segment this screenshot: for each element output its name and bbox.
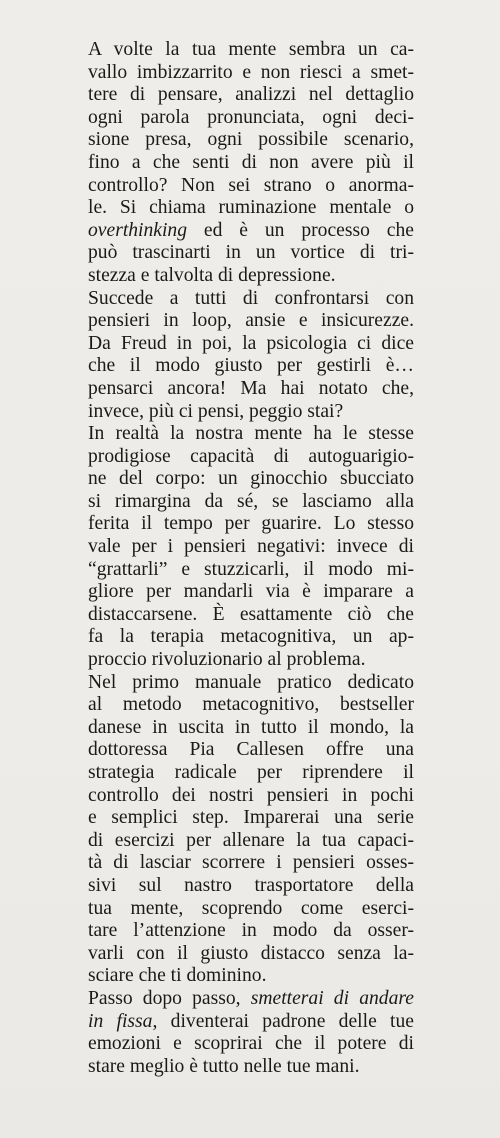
text-line bbox=[88, 175, 414, 198]
text-run: Succede a tutti di confrontarsi con bbox=[88, 287, 414, 309]
paragraph bbox=[88, 39, 414, 288]
text-line bbox=[88, 762, 414, 785]
text-line bbox=[88, 378, 414, 401]
text-line bbox=[88, 220, 414, 243]
text-run: danese in uscita in tutto il mondo, la bbox=[88, 716, 414, 738]
text-line bbox=[88, 423, 414, 446]
text-run: fa la terapia metacognitiva, un ap- bbox=[88, 626, 414, 648]
text-line bbox=[88, 468, 414, 491]
text-run: controllo? Non sei strano o anorma- bbox=[88, 174, 414, 196]
text-line bbox=[88, 649, 414, 672]
text-run: di esercizi per allenare la tua capaci- bbox=[88, 829, 414, 851]
text-line bbox=[88, 197, 414, 220]
text-run: al metodo metacognitivo, bestseller bbox=[88, 694, 414, 716]
paragraph bbox=[88, 988, 414, 1078]
text-run: ferita il tempo per guarire. Lo stesso bbox=[88, 513, 414, 535]
text-line bbox=[88, 785, 414, 808]
italic-phrase: in fissa bbox=[88, 1010, 153, 1032]
text-line bbox=[88, 401, 414, 424]
text-run: vallo imbizzarrito e non riesci a smet- bbox=[88, 61, 414, 83]
text-line bbox=[88, 626, 414, 649]
text-line bbox=[88, 1056, 414, 1079]
text-line bbox=[88, 694, 414, 717]
text-run: varli con il giusto distacco senza la- bbox=[88, 942, 414, 964]
text-run: strategia radicale per riprendere il bbox=[88, 762, 414, 783]
text-run: fino a che senti di non avere più il bbox=[88, 151, 414, 173]
text-line bbox=[88, 965, 414, 988]
text-line bbox=[88, 39, 414, 62]
text-line bbox=[88, 1011, 414, 1034]
text-line bbox=[88, 672, 414, 695]
text-line bbox=[88, 107, 414, 130]
text-run: vale per i pensieri negativi: invece di bbox=[88, 536, 414, 558]
text-run: tare l’attenzione in modo da osser- bbox=[88, 920, 414, 942]
text-run: proccio rivoluzionario al problema. bbox=[88, 649, 366, 671]
text-line bbox=[88, 333, 414, 356]
text-run: , diventerai padrone delle tue bbox=[152, 1010, 414, 1032]
text-line bbox=[88, 288, 414, 311]
text-line bbox=[88, 84, 414, 107]
text-line bbox=[88, 536, 414, 559]
text-line bbox=[88, 604, 414, 627]
text-line bbox=[88, 807, 414, 830]
text-line bbox=[88, 920, 414, 943]
text-run: può trascinarti in un vortice di tri- bbox=[88, 242, 414, 264]
text-run: Nel primo manuale pratico dedicato bbox=[88, 671, 414, 693]
text-line bbox=[88, 513, 414, 536]
text-run: Passo dopo passo, bbox=[88, 987, 251, 1009]
text-run: sivi sul nastro trasportatore della bbox=[88, 874, 414, 896]
text-run: tà di lasciar scorrere i pensieri osses- bbox=[88, 852, 414, 874]
text-run: tua mente, scoprendo come eserci- bbox=[88, 897, 414, 919]
text-line bbox=[88, 875, 414, 898]
text-run: controllo dei nostri pensieri in pochi bbox=[88, 784, 414, 806]
paragraph bbox=[88, 288, 414, 424]
text-run: sione presa, ogni possibile scenario, bbox=[88, 129, 414, 151]
text-run: emozioni e scoprirai che il potere di bbox=[88, 1033, 414, 1055]
text-run: dottoressa Pia Callesen offre una bbox=[88, 739, 414, 761]
text-run: distaccarsene. È esattamente ciò che bbox=[88, 603, 414, 625]
text-line bbox=[88, 988, 414, 1011]
text-run: le. Si chiama ruminazione mentale o bbox=[88, 197, 414, 219]
text-line bbox=[88, 852, 414, 875]
paragraph bbox=[88, 423, 414, 672]
text-run: si rimargina da sé, se lasciamo alla bbox=[88, 490, 414, 512]
text-line bbox=[88, 581, 414, 604]
text-run: stezza e talvolta di depressione. bbox=[88, 264, 336, 286]
text-run: che il modo giusto per gestirli è… bbox=[88, 355, 414, 377]
text-run: stare meglio è tutto nelle tue mani. bbox=[88, 1055, 360, 1077]
text-run: ne del corpo: un ginocchio sbucciato bbox=[88, 468, 414, 490]
text-line bbox=[88, 152, 414, 175]
italic-phrase: smetterai di andare bbox=[250, 987, 414, 1009]
text-run: pensieri in loop, ansie e insicurezze. bbox=[88, 310, 414, 332]
text-run: “grattarli” e stuzzicarli, il modo mi- bbox=[88, 558, 414, 580]
text-run: ogni parola pronunciata, ogni deci- bbox=[88, 106, 414, 128]
text-line bbox=[88, 943, 414, 966]
text-line bbox=[88, 265, 414, 288]
text-run: invece, più ci pensi, peggio stai? bbox=[88, 400, 344, 422]
paragraph bbox=[88, 672, 414, 988]
text-run: tere di pensare, analizzi nel dettaglio bbox=[88, 84, 414, 106]
text-run: e semplici step. Imparerai una serie bbox=[88, 807, 414, 829]
italic-phrase: overthinking bbox=[88, 219, 188, 241]
text-line bbox=[88, 739, 414, 762]
text-line bbox=[88, 446, 414, 469]
text-run: sciare che ti dominino. bbox=[88, 965, 267, 987]
text-run: Da Freud in poi, la psicologia ci dice bbox=[88, 332, 414, 354]
text-line bbox=[88, 830, 414, 853]
text-line bbox=[88, 62, 414, 85]
text-run: pensarci ancora! Ma hai notato che, bbox=[88, 377, 414, 399]
text-run: A volte la tua mente sembra un ca- bbox=[88, 39, 414, 60]
text-run: gliore per mandarli via è imparare a bbox=[88, 581, 414, 603]
synopsis-text-block bbox=[88, 39, 414, 1078]
text-line bbox=[88, 717, 414, 740]
text-line bbox=[88, 129, 414, 152]
text-run: prodigiose capacità di autoguarigio- bbox=[88, 445, 414, 467]
text-run: ed è un processo che bbox=[187, 219, 414, 241]
text-line bbox=[88, 242, 414, 265]
text-run: In realtà la nostra mente ha le stesse bbox=[88, 423, 414, 445]
text-line bbox=[88, 1033, 414, 1056]
text-line bbox=[88, 491, 414, 514]
text-line bbox=[88, 559, 414, 582]
text-line bbox=[88, 898, 414, 921]
text-line bbox=[88, 355, 414, 378]
text-line bbox=[88, 310, 414, 333]
